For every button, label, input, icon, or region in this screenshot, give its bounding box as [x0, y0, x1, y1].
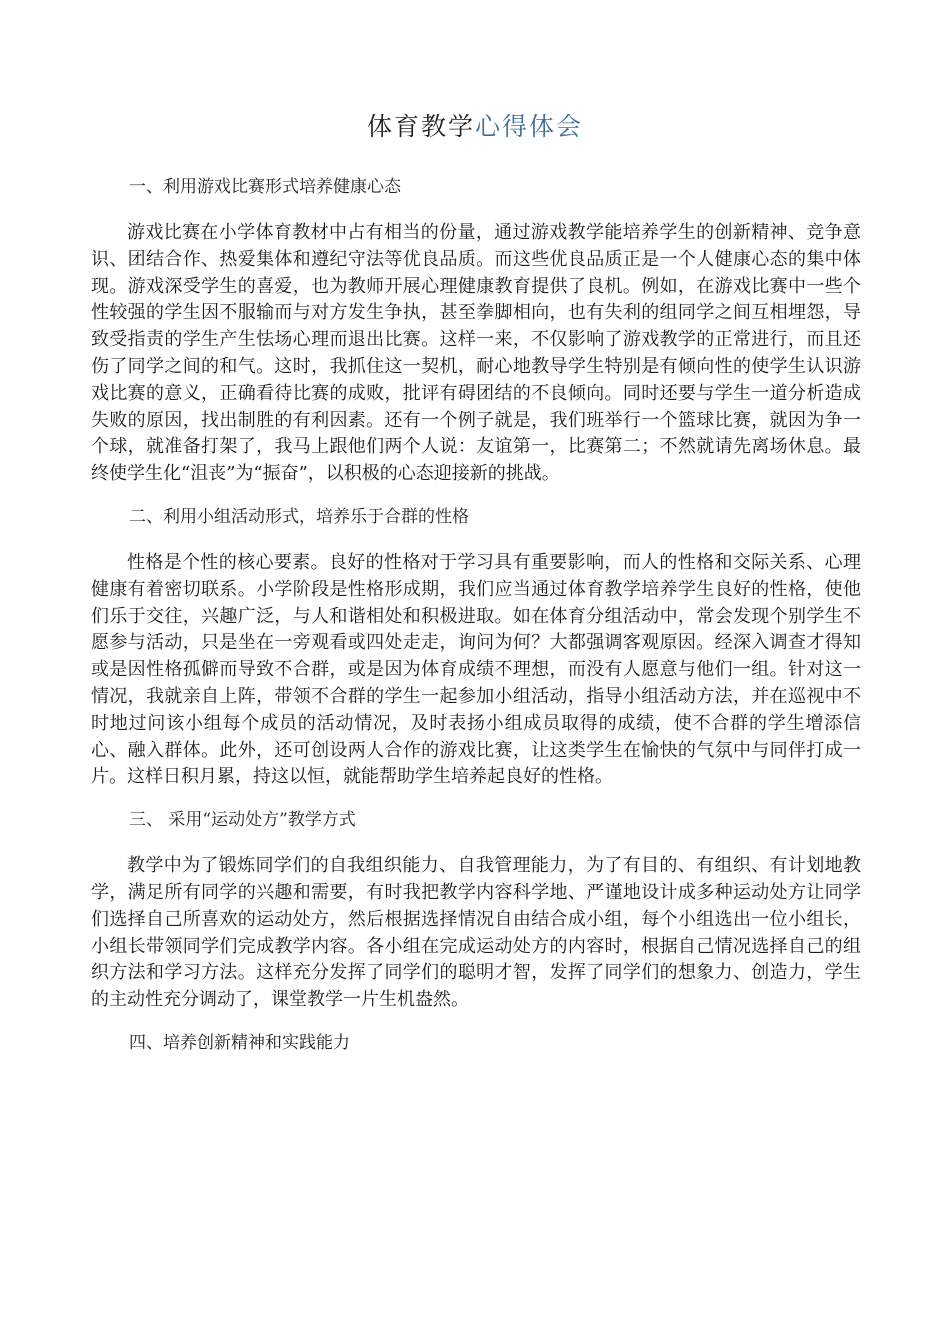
section-heading-1: 一、利用游戏比赛形式培养健康心态	[129, 177, 401, 197]
document-title	[0, 110, 950, 144]
section-paragraph-3: 教学中为了锻炼同学们的自我组织能力、自我管理能力，为了有目的、有组织、有计划地教学，满足所有同学的兴趣和需要，有时我把教学内容科学地、严谨地设计成多种运动处方让同学们选择自己所喜欢的运动处方，然后根据选择情况自由结合成小组，每个小组选出一位小组长，小组长带领同学们完成教学内容。各小组在完成运动处方的内容时，根据自己情况选择自己的组织方法和学习方法。这样充分发挥了同学们的聪明才智，发挥了同学们的想象力、创造力，学生的主动性充分调动了，课堂教学一片生机盎然。	[91, 855, 861, 1011]
section-heading-2: 二、利用小组活动形式，培养乐于合群的性格	[129, 506, 469, 527]
document-body	[91, 172, 861, 1058]
section-paragraph-1: 游戏比赛在小学体育教材中占有相当的份量，通过游戏教学能培养学生的创新精神、竞争意识、团结合作、热爱集体和遵纪守法等优良品质。而这些优良品质正是一个人健康心态的集中体现。游戏深受学生的喜爱，也为教师开展心理健康教育提供了良机。例如，在游戏比赛中一些个性较强的学生因不服输而与对方发生争执，甚至拳脚相向，也有失利的组同学之间互相埋怨，导致受指责的学生产生怯场心理而退出比赛。这样一来，不仅影响了游戏教学的正常进行，而且还伤了同学之间的和气。这时，我抓住这一契机，耐心地教导学生特别是有倾向性的使学生认识游戏比赛的意义，正确看待比赛的成败，批评有碍团结的不良倾向。同时还要与学生一道分析造成失败的原因，找出制胜的有利因素。还有一个例子就是，我们班举行一个篮球比赛，就因为争一个球，就准备打架了，我马上跟他们两个人说：友谊第一，比赛第二；不然就请先离场休息。最终使学生化“沮丧”为“振奋”，以积极的心态迎接新的挑战。	[91, 222, 861, 485]
section-heading-3: 三、 采用“运动处方”教学方式	[129, 810, 356, 831]
title-main: 体育教学	[366, 112, 475, 141]
section-paragraph-2: 性格是个性的核心要素。良好的性格对于学习具有重要影响，而人的性格和交际关系、心理健康有着密切联系。小学阶段是性格形成期，我们应当通过体育教学培养学生良好的性格，使他们乐于交往，兴趣广泛，与人和谐相处和积极进取。如在体育分组活动中，常会发现个别学生不愿参与活动，只是坐在一旁观看或四处走走，询问为何？大都强调客观原因。经深入调查才得知或是因性格孤僻而导致不合群，或是因为体育成绩不理想，而没有人愿意与他们一组。针对这一情况，我就亲自上阵，带领不合群的学生一起参加小组活动，指导小组活动方法，并在巡视中不时地过问该小组每个成员的活动情况，及时表扬小组成员取得的成绩，使不合群的学生增添信心、融入群体。此外，还可创设两人合作的游戏比赛，让这类学生在愉快的气氛中与同伴打成一片。这样日积月累，持这以恒，就能帮助学生培养起良好的性格。	[91, 551, 861, 788]
section-heading-4: 四、培养创新精神和实践能力	[129, 1032, 350, 1053]
title-accent: 心得体会	[475, 112, 584, 141]
